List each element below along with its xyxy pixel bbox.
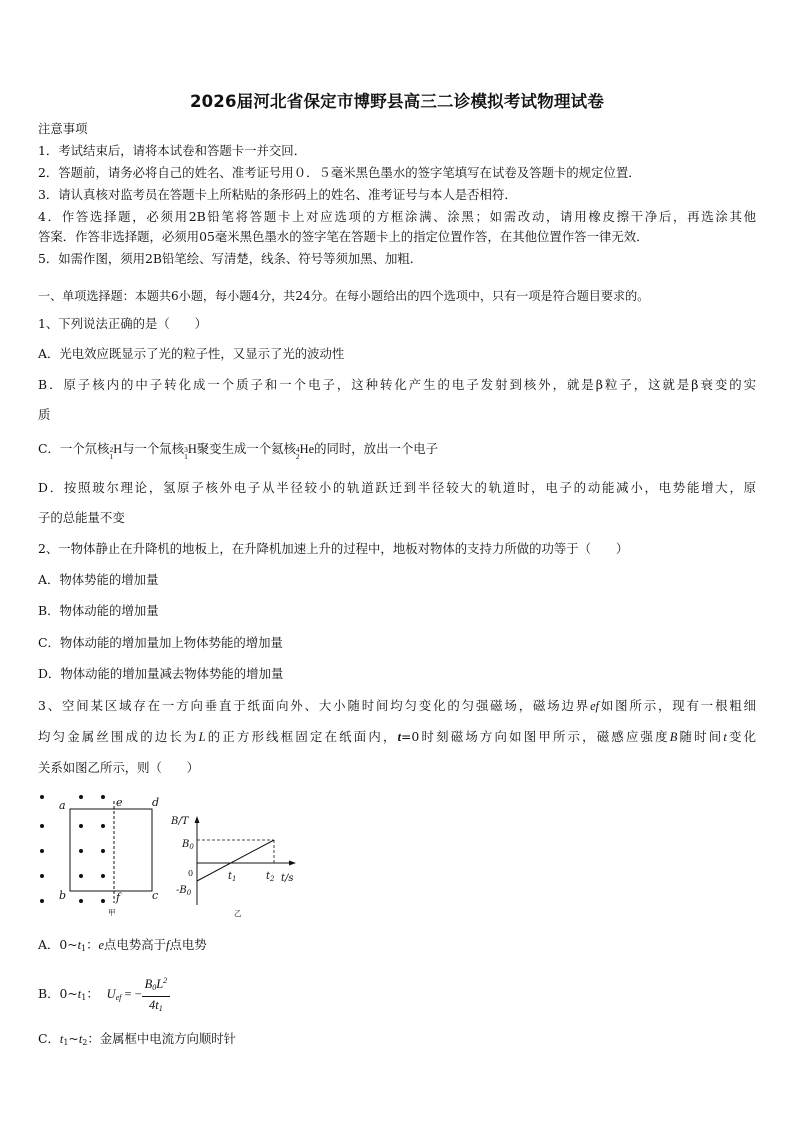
label-f: f [116, 891, 121, 904]
x-axis-label: t/s [281, 873, 294, 884]
notice-item-2: 2．答题前，请务必将自己的姓名、准考证号用０．５毫米黑色墨水的签字笔填写在试卷及答题卡的规定位置． [38, 165, 641, 180]
helium-element: He [299, 442, 315, 456]
field-dot [101, 849, 105, 853]
q3-c-text: ：金属框中电流方向顺时针 [87, 1031, 237, 1046]
figure-jia [40, 795, 159, 917]
field-dot [79, 824, 83, 828]
neg-b0-symbol: -B [176, 885, 187, 896]
q3-a-t: t [77, 938, 82, 952]
origin-label: 0 [188, 869, 194, 878]
triton-element: H [187, 442, 197, 456]
t2-label [266, 871, 275, 883]
figure-yi-graph [170, 816, 296, 918]
q3-c-t1: t [59, 1032, 64, 1046]
helium-charge: 2 [295, 452, 300, 461]
t1-label [228, 871, 237, 883]
q3-stem-line-1 [38, 698, 756, 714]
num-b-sub: 0 [152, 983, 157, 992]
t2-symbol: t [266, 871, 271, 882]
deuteron-charge: 1 [109, 452, 114, 461]
q1-option-c [38, 441, 438, 460]
q1-stem: 1、下列说法正确的是（ ） [38, 316, 207, 331]
notice-item-4-cont: 答案．作答非选择题，必须用05毫米黑色墨水的签字笔在答题卡上的指定位置作答，在其他位置作答一律无效． [38, 229, 649, 244]
field-dot [79, 899, 83, 903]
q3-var-t: t [723, 730, 727, 744]
field-dot [40, 874, 44, 878]
notice-item-5: 5．如需作图，须用2B铅笔绘、写清楚，线条、符号等须加黑、加粗． [38, 251, 423, 266]
q3-a-text: 点电势 [169, 937, 207, 952]
q3-b-sub: 1 [81, 993, 87, 1002]
q3-stem-line-2 [38, 729, 756, 745]
label-d: d [152, 796, 160, 809]
deuteron-symbol [109, 441, 122, 460]
t1-symbol: t [228, 871, 233, 882]
neg-b0-label [176, 885, 192, 897]
den-4t: 4t [148, 998, 159, 1012]
num-l: L [156, 977, 164, 991]
num-l-sup: 2 [163, 976, 168, 985]
notice-item-4: 4．作答选择题，必须用2B铅笔将答题卡上对应选项的方框涂满、涂黑；如需改动，请用橡皮擦干净后，再选涂其他 [38, 209, 756, 224]
formula-u-symbol: U [106, 987, 116, 1001]
q3-a-text: ： [86, 937, 99, 952]
notice-heading: 注意事项 [38, 121, 88, 136]
q3-c-sub1: 1 [63, 1038, 69, 1047]
q3-c-t2: t [78, 1032, 83, 1046]
deuteron-element: H [113, 442, 123, 456]
notice-item-1: 1．考试结束后，请将本试卷和答题卡一并交回． [38, 143, 307, 158]
field-dot [79, 849, 83, 853]
q3-var-B: B [669, 730, 678, 744]
q3-option-b [38, 972, 170, 1018]
q3-a-text: A．0~ [38, 937, 78, 952]
helium-symbol [296, 441, 314, 460]
q3-option-a [38, 937, 207, 957]
label-b: b [59, 889, 67, 902]
formula-fraction [142, 972, 171, 1017]
q3-text: 变化 [726, 729, 757, 744]
formula-u-sub: ef [115, 993, 122, 1002]
x-axis-arrow [289, 861, 296, 866]
formula-eq: = − [121, 987, 142, 1001]
b0-subscript: 0 [189, 843, 194, 851]
q3-stem-line-3: 关系如图乙所示，则（ ） [38, 760, 200, 775]
q2-option-b: B．物体动能的增加量 [38, 603, 159, 618]
q3-text: 的正方形线框固定在纸面内， [205, 729, 398, 744]
q3-var-L: L [198, 730, 206, 744]
q1-option-b: B．原子核内的中子转化成一个质子和一个电子，这种转化产生的电子发射到核外，就是β粒子，这就是β衰变的实 [38, 377, 756, 392]
neg-b0-subscript: 0 [186, 889, 192, 897]
field-dot [40, 795, 44, 799]
q3-b-text: ： [86, 986, 99, 1001]
q3-var-t: t [397, 730, 402, 744]
label-c: c [152, 889, 159, 902]
t1-subscript: 1 [232, 875, 237, 883]
q1-option-d-cont: 子的总能量不变 [38, 510, 125, 525]
q3-c-sub2: 2 [82, 1038, 88, 1047]
y-axis-label: B/T [171, 816, 189, 827]
label-yi: 乙 [234, 909, 242, 918]
field-dot [79, 795, 83, 799]
section-heading: 一、单项选择题：本题共6小题，每小题4分，共24分。在每小题给出的四个选项中，只有一项是符合题目要求的。 [38, 289, 650, 303]
field-dot [40, 849, 44, 853]
label-jia: 甲 [108, 908, 116, 917]
field-dot [79, 874, 83, 878]
t2-subscript: 2 [270, 875, 275, 883]
q3-a-sub: 1 [81, 944, 87, 953]
q1-c-text-3: 聚变生成一个氦核 [196, 441, 296, 456]
q3-figure [30, 785, 320, 920]
q3-var-ef: ef [590, 699, 600, 713]
q3-a-text: 点电势高于 [104, 937, 166, 952]
q3-text: 如图所示，现有一根粗细 [599, 698, 756, 713]
den-sub: 1 [158, 1004, 163, 1013]
field-dot [40, 899, 44, 903]
label-e: e [116, 796, 123, 809]
q3-text: 随时间 [677, 729, 724, 744]
triton-charge: 1 [184, 452, 188, 461]
q1-c-text-1: C．一个氘核 [38, 441, 110, 456]
q2-stem: 2、一物体静止在升降机的地板上，在升降机加速上升的过程中，地板对物体的支持力所做的功等于（ ） [38, 541, 629, 556]
formula-u [107, 987, 122, 1001]
q3-c-tilde: ~ [68, 1031, 79, 1046]
q3-option-c [38, 1031, 236, 1051]
q3-a-e: e [98, 938, 105, 952]
field-dot [101, 795, 105, 799]
field-dot [101, 824, 105, 828]
q3-text: =0时刻磁场方向如图甲所示，磁感应强度 [401, 729, 670, 744]
q2-option-a: A．物体势能的增加量 [38, 572, 159, 587]
notice-item-3: 3．请认真核对监考员在答题卡上所粘贴的条形码上的姓名、准考证号与本人是否相符． [38, 187, 517, 202]
num-b: B [144, 977, 153, 991]
deuteron-mass: 2 [109, 445, 114, 454]
q3-c-text: C． [38, 1031, 60, 1046]
formula-numerator [142, 972, 171, 997]
q3-text: 均匀金属丝围成的边长为 [38, 729, 199, 744]
q3-b-text: B．0~ [38, 986, 78, 1001]
q2-option-d: D．物体动能的增加量减去物体势能的增加量 [38, 666, 284, 681]
q3-a-f: f [166, 938, 170, 952]
exam-title: 2026届河北省保定市博野县高三二诊模拟考试物理试卷 [189, 92, 605, 111]
b0-label [181, 839, 194, 851]
q1-option-b-cont: 质 [38, 407, 51, 422]
y-axis-arrow [195, 816, 200, 823]
field-dot [101, 899, 105, 903]
q2-option-c: C．物体动能的增加量加上物体势能的增加量 [38, 635, 283, 650]
helium-mass: 4 [295, 445, 300, 454]
label-a: a [59, 799, 66, 812]
q1-c-text-4: 的同时，放出一个电子 [314, 441, 439, 456]
formula-denominator [142, 997, 171, 1017]
field-dot [40, 824, 44, 828]
q1-option-d: D．按照玻尔理论，氢原子核外电子从半径较小的轨道跃迁到半径较大的轨道时，电子的动能减小，电势能增大，原 [38, 480, 756, 495]
q1-option-a: A．光电效应既显示了光的粒子性，又显示了光的波动性 [38, 346, 345, 361]
q3-b-t: t [77, 987, 82, 1001]
field-dot [101, 874, 105, 878]
b0-symbol: B [182, 839, 190, 850]
triton-symbol [184, 441, 197, 460]
q3-text: 3、空间某区域存在一方向垂直于纸面向外、大小随时间均匀变化的匀强磁场，磁场边界 [38, 698, 591, 713]
q1-c-text-2: 与一个氚核 [122, 441, 185, 456]
triton-mass: 3 [184, 445, 188, 454]
